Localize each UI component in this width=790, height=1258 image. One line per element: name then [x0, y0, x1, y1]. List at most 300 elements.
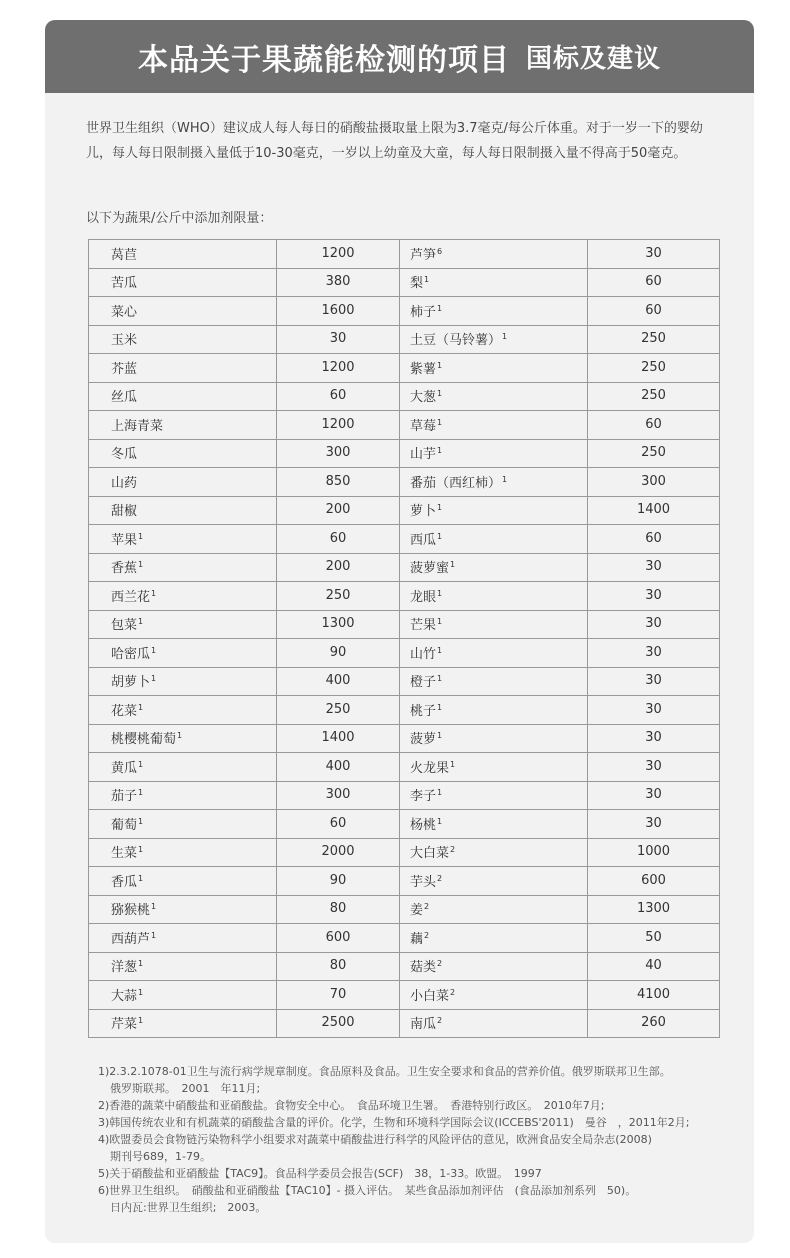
- item-limit: [588, 981, 720, 1010]
- item-name: [89, 439, 277, 468]
- footnote-marker: 1: [138, 959, 144, 969]
- table-row: [89, 895, 720, 924]
- item-name: [89, 867, 277, 896]
- item-limit-text: 250: [641, 359, 666, 375]
- item-limit-text: 300: [325, 787, 351, 803]
- item-name: [89, 838, 277, 867]
- item-name: [400, 297, 588, 326]
- item-limit: [277, 696, 400, 725]
- item-limit: [588, 240, 720, 269]
- footnote-marker: 2: [424, 902, 430, 912]
- footnote-marker: 2: [450, 845, 456, 855]
- table-row: [89, 667, 720, 696]
- footnote-marker: 1: [450, 560, 456, 570]
- item-limit-text: 30: [645, 644, 662, 660]
- item-name: [89, 553, 277, 582]
- reference-line: 2)香港的蔬菜中硝酸盐和亚硝酸盐。食物安全中心。 食品环境卫生署。 香港特别行政区。 2010年7月;: [98, 1099, 605, 1112]
- item-name-text: 菇类: [410, 960, 437, 976]
- item-name-text: 萝卜: [410, 504, 437, 520]
- item-limit-text: 1300: [636, 901, 671, 917]
- reference-line: 1)2.3.2.1078-01卫生与流行病学规章制度。食品原料及食品。卫生安全要求和食品的营养价值。俄罗斯联邦卫生部。: [98, 1065, 671, 1078]
- footnote-marker: 1: [437, 588, 443, 598]
- item-name-text: 小白菜: [410, 988, 450, 1004]
- item-name: [400, 268, 588, 297]
- item-name-text: 山竹: [410, 646, 437, 662]
- item-name-text: 杨桃: [410, 817, 437, 833]
- item-name: [400, 610, 588, 639]
- item-name-text: 火龙果: [410, 760, 450, 776]
- item-limit: [277, 297, 400, 326]
- item-limit-text: 60: [645, 302, 662, 318]
- item-limit-text: 90: [329, 644, 347, 660]
- item-limit: [277, 354, 400, 383]
- footnote-marker: 1: [138, 816, 144, 826]
- item-name: [400, 924, 588, 953]
- item-name: [400, 582, 588, 611]
- table-row: [89, 496, 720, 525]
- item-limit: [588, 439, 720, 468]
- footnote-marker: 1: [151, 902, 157, 912]
- item-limit-text: 90: [329, 872, 347, 888]
- item-limit: [588, 496, 720, 525]
- item-limit: [588, 867, 720, 896]
- footnote-marker: 1: [437, 731, 443, 741]
- item-name: [400, 810, 588, 839]
- item-limit-text: 300: [641, 473, 666, 489]
- table-row: [89, 781, 720, 810]
- item-name-text: 黄瓜: [111, 760, 138, 776]
- item-name-text: 丝瓜: [111, 390, 138, 406]
- item-name-text: 玉米: [111, 333, 138, 349]
- item-limit: [277, 582, 400, 611]
- footnote-marker: 1: [138, 873, 144, 883]
- item-limit: [588, 810, 720, 839]
- item-name: [89, 297, 277, 326]
- item-name: [89, 895, 277, 924]
- footnote-marker: 1: [437, 389, 443, 399]
- table-row: [89, 724, 720, 753]
- item-name: [400, 411, 588, 440]
- footnote-marker: 1: [437, 816, 443, 826]
- item-limit-text: 40: [645, 958, 662, 974]
- header-bar: [45, 20, 754, 93]
- item-limit-text: 60: [329, 388, 347, 404]
- item-name: [89, 268, 277, 297]
- footnote-marker: 1: [437, 303, 443, 313]
- page-title: 本品关于果蔬能检测的项目: [137, 42, 510, 78]
- item-name-text: 芦笋: [410, 247, 437, 263]
- item-limit-text: 30: [645, 730, 662, 746]
- item-limit-text: 60: [645, 416, 662, 432]
- table-row: [89, 753, 720, 782]
- item-name: [400, 439, 588, 468]
- table-row: [89, 810, 720, 839]
- item-limit-text: 1300: [321, 616, 355, 632]
- item-name: [89, 667, 277, 696]
- item-limit: [588, 639, 720, 668]
- item-limit: [277, 468, 400, 497]
- footnote-marker: 1: [151, 674, 157, 684]
- footnote-marker: 1: [138, 788, 144, 798]
- item-limit: [588, 838, 720, 867]
- item-name-text: 西瓜: [410, 532, 437, 548]
- item-limit-text: 1000: [636, 844, 671, 860]
- item-name: [400, 724, 588, 753]
- item-name-text: 胡萝卜: [111, 675, 151, 691]
- item-name-text: 姜: [410, 903, 424, 919]
- footnote-marker: 1: [138, 702, 144, 712]
- footnote-marker: 1: [138, 531, 144, 541]
- item-name: [400, 553, 588, 582]
- item-limit-text: 1200: [321, 359, 355, 375]
- item-name: [89, 924, 277, 953]
- limits-table: [88, 239, 720, 1038]
- item-name-text: 苹果: [111, 532, 138, 548]
- item-name: [89, 981, 277, 1010]
- item-limit-text: 400: [325, 673, 351, 689]
- item-name: [89, 582, 277, 611]
- item-limit: [277, 525, 400, 554]
- footnote-marker: 1: [437, 531, 443, 541]
- limits-table-body: [89, 240, 720, 1038]
- references: [98, 1063, 728, 1216]
- item-name-text: 土豆（马铃薯）: [410, 333, 502, 349]
- table-row: [89, 952, 720, 981]
- table-row: [89, 325, 720, 354]
- item-limit: [277, 496, 400, 525]
- table-row: [89, 297, 720, 326]
- footnote-marker: 2: [437, 959, 443, 969]
- item-name-text: 莴苣: [111, 247, 138, 263]
- item-limit: [588, 582, 720, 611]
- item-name-text: 菜心: [111, 304, 138, 320]
- item-name: [89, 468, 277, 497]
- item-limit: [588, 667, 720, 696]
- item-limit-text: 60: [645, 274, 662, 290]
- item-limit-text: 200: [325, 559, 351, 575]
- item-name: [89, 753, 277, 782]
- item-limit: [588, 553, 720, 582]
- footnote-marker: 2: [437, 1016, 443, 1026]
- item-name-text: 包菜: [111, 618, 138, 634]
- item-limit-text: 260: [641, 1015, 666, 1031]
- item-limit-text: 60: [329, 530, 347, 546]
- table-row: [89, 924, 720, 953]
- item-name: [89, 610, 277, 639]
- item-name: [89, 354, 277, 383]
- item-limit: [277, 382, 400, 411]
- footnote-marker: 1: [502, 332, 508, 342]
- table-title: 以下为蔬果/公斤中添加剂限量：: [86, 211, 273, 226]
- reference-line: 5)关于硝酸盐和亚硝酸盐【TAC9】。食品科学委员会报告(SCF) 38，1-33。欧盟。 1997: [98, 1167, 542, 1180]
- item-name-text: 橙子: [410, 675, 437, 691]
- item-limit: [588, 895, 720, 924]
- item-name: [89, 525, 277, 554]
- item-limit: [277, 667, 400, 696]
- footnote-marker: 2: [450, 987, 456, 997]
- reference-line-cont: 俄罗斯联邦。 2001 年11月;: [110, 1082, 261, 1095]
- table-row: [89, 525, 720, 554]
- item-limit: [277, 810, 400, 839]
- item-limit-text: 250: [641, 445, 666, 461]
- item-limit: [588, 781, 720, 810]
- item-limit: [588, 924, 720, 953]
- item-limit: [277, 610, 400, 639]
- item-limit-text: 250: [325, 587, 351, 603]
- item-name-text: 大蒜: [111, 988, 138, 1004]
- item-limit-text: 250: [325, 701, 351, 717]
- table-row: [89, 268, 720, 297]
- item-limit-text: 70: [329, 986, 347, 1002]
- item-limit-text: 300: [325, 445, 351, 461]
- table-row: [89, 240, 720, 269]
- item-limit: [277, 240, 400, 269]
- item-limit-text: 30: [645, 787, 662, 803]
- item-name: [89, 382, 277, 411]
- item-name: [400, 325, 588, 354]
- item-limit-text: 200: [325, 502, 351, 518]
- footnote-marker: 1: [177, 731, 183, 741]
- footnote-marker: 1: [437, 417, 443, 427]
- reference-line: 6)世界卫生组织。 硝酸盐和亚硝酸盐【TAC10】- 摄入评估。 某些食品添加剂评估 (食品添加剂系列 50)。: [98, 1184, 637, 1197]
- reference-line: 3)韩国传统农业和有机蔬菜的硝酸盐含量的评价。化学，生物和环境科学国际会议(ICCEBS'2011) 曼谷 ，2011年2月;: [98, 1116, 690, 1129]
- item-limit: [277, 325, 400, 354]
- reference-line-cont: 期刊号689，1-79。: [110, 1150, 211, 1163]
- item-limit: [277, 1009, 400, 1038]
- item-name-text: 藕: [410, 931, 424, 947]
- item-limit-text: 1400: [636, 502, 671, 518]
- item-limit: [588, 753, 720, 782]
- table-row: [89, 610, 720, 639]
- item-limit-text: 30: [645, 245, 662, 261]
- item-limit-text: 50: [645, 929, 662, 945]
- item-name-text: 芒果: [410, 618, 437, 634]
- item-limit-text: 60: [329, 815, 347, 831]
- item-name-text: 上海青菜: [111, 418, 164, 434]
- reference-line: 4)欧盟委员会食物链污染物科学小组要求对蔬菜中硝酸盐进行科学的风险评估的意见，欧洲食品安全局杂志(2008): [98, 1133, 652, 1146]
- item-limit: [277, 838, 400, 867]
- item-name: [400, 781, 588, 810]
- item-limit-text: 30: [645, 559, 662, 575]
- item-limit: [588, 268, 720, 297]
- item-name-text: 芋头: [410, 874, 437, 890]
- footnote-marker: 1: [437, 446, 443, 456]
- intro-paragraph: 世界卫生组织（WHO）建议成人每人每日的硝酸盐摄取量上限为3.7毫克/每公斤体重。对于一岁一下的婴幼儿，每人每日限制摄入量低于10-30毫克，一岁以上幼童及大童，每人每日限制摄入量不得高于50毫克。: [86, 121, 703, 161]
- item-name-text: 番茄（西红柿）: [410, 475, 502, 491]
- footnote-marker: 1: [502, 474, 508, 484]
- item-limit-text: 1200: [321, 416, 355, 432]
- item-limit: [277, 411, 400, 440]
- footnote-marker: 1: [437, 788, 443, 798]
- item-limit-text: 80: [329, 958, 347, 974]
- item-name-text: 洋葱: [111, 960, 138, 976]
- page-subtitle: 国标及建议: [525, 44, 661, 74]
- footnote-marker: 1: [424, 275, 430, 285]
- footnote-marker: 1: [437, 674, 443, 684]
- item-limit: [277, 268, 400, 297]
- item-name-text: 猕猴桃: [111, 903, 151, 919]
- item-limit: [588, 468, 720, 497]
- item-name: [400, 240, 588, 269]
- footnote-marker: 1: [450, 759, 456, 769]
- item-name-text: 生菜: [111, 846, 138, 862]
- table-row: [89, 981, 720, 1010]
- footnote-marker: 1: [138, 617, 144, 627]
- footnote-marker: 1: [151, 645, 157, 655]
- table-row: [89, 411, 720, 440]
- item-limit: [277, 639, 400, 668]
- item-limit: [588, 696, 720, 725]
- item-limit-text: 30: [645, 701, 662, 717]
- item-name: [400, 981, 588, 1010]
- item-name: [400, 525, 588, 554]
- item-name: [400, 639, 588, 668]
- item-name-text: 香瓜: [111, 874, 138, 890]
- item-limit: [588, 297, 720, 326]
- item-limit-text: 2000: [321, 844, 355, 860]
- item-limit: [588, 525, 720, 554]
- footnote-marker: 1: [437, 360, 443, 370]
- table-row: [89, 639, 720, 668]
- item-limit: [588, 610, 720, 639]
- item-limit-text: 30: [645, 673, 662, 689]
- footnote-marker: 1: [138, 560, 144, 570]
- item-limit: [277, 724, 400, 753]
- item-limit-text: 1400: [321, 730, 355, 746]
- table-row: [89, 382, 720, 411]
- item-name: [89, 1009, 277, 1038]
- item-name-text: 山芋: [410, 447, 437, 463]
- item-name: [400, 895, 588, 924]
- item-name: [400, 696, 588, 725]
- footnote-marker: 1: [437, 503, 443, 513]
- item-name-text: 香蕉: [111, 561, 138, 577]
- item-name: [89, 325, 277, 354]
- item-name-text: 花菜: [111, 703, 138, 719]
- table-row: [89, 696, 720, 725]
- item-name-text: 南瓜: [410, 1017, 437, 1033]
- item-limit: [588, 325, 720, 354]
- item-limit-text: 850: [325, 473, 351, 489]
- item-limit: [588, 1009, 720, 1038]
- item-name: [400, 952, 588, 981]
- item-name: [89, 696, 277, 725]
- reference-line-cont: 日内瓦:世界卫生组织; 2003。: [110, 1201, 267, 1214]
- table-row: [89, 867, 720, 896]
- table-row: [89, 354, 720, 383]
- item-name-text: 西葫芦: [111, 931, 151, 947]
- item-name: [400, 382, 588, 411]
- table-row: [89, 582, 720, 611]
- item-limit-text: 1200: [321, 245, 355, 261]
- item-limit: [277, 753, 400, 782]
- item-name-text: 草莓: [410, 418, 437, 434]
- footnote-marker: 1: [437, 702, 443, 712]
- item-limit: [277, 781, 400, 810]
- item-name-text: 西兰花: [111, 589, 151, 605]
- item-name-text: 桃子: [410, 703, 437, 719]
- item-name-text: 芥蓝: [111, 361, 138, 377]
- item-name: [400, 496, 588, 525]
- item-name-text: 葡萄: [111, 817, 138, 833]
- item-name-text: 苦瓜: [111, 276, 138, 292]
- item-limit-text: 250: [641, 331, 666, 347]
- item-limit: [588, 724, 720, 753]
- table-row: [89, 838, 720, 867]
- footnote-marker: 1: [138, 845, 144, 855]
- info-card: [45, 20, 754, 1243]
- item-name: [89, 810, 277, 839]
- item-name-text: 李子: [410, 789, 437, 805]
- footnote-marker: 6: [437, 246, 443, 256]
- item-name-text: 哈密瓜: [111, 646, 151, 662]
- item-name-text: 柿子: [410, 304, 437, 320]
- item-limit: [277, 981, 400, 1010]
- footnote-marker: 1: [138, 987, 144, 997]
- footnote-marker: 1: [437, 645, 443, 655]
- footnote-marker: 1: [138, 759, 144, 769]
- item-name-text: 菠萝: [410, 732, 437, 748]
- item-limit-text: 60: [645, 530, 662, 546]
- item-name: [89, 781, 277, 810]
- item-name-text: 茄子: [111, 789, 138, 805]
- item-limit-text: 4100: [636, 986, 671, 1002]
- item-name: [400, 867, 588, 896]
- item-limit-text: 30: [645, 587, 662, 603]
- item-limit: [277, 952, 400, 981]
- item-limit: [588, 382, 720, 411]
- footnote-marker: 1: [151, 930, 157, 940]
- item-limit-text: 30: [645, 758, 662, 774]
- item-name-text: 冬瓜: [111, 447, 138, 463]
- item-limit: [277, 924, 400, 953]
- item-name-text: 甜椒: [111, 504, 138, 520]
- item-name-text: 桃樱桃葡萄: [111, 732, 177, 748]
- item-name-text: 龙眼: [410, 589, 437, 605]
- item-name: [89, 639, 277, 668]
- item-name: [400, 667, 588, 696]
- item-limit-text: 1600: [321, 302, 355, 318]
- item-name-text: 菠萝蜜: [410, 561, 450, 577]
- item-limit-text: 380: [325, 274, 351, 290]
- item-limit-text: 30: [645, 815, 662, 831]
- item-limit: [588, 354, 720, 383]
- item-limit-text: 2500: [321, 1015, 355, 1031]
- item-name-text: 大白菜: [410, 846, 450, 862]
- item-name-text: 芹菜: [111, 1017, 138, 1033]
- table-row: [89, 468, 720, 497]
- item-limit-text: 600: [641, 872, 666, 888]
- item-name: [89, 952, 277, 981]
- item-name: [89, 411, 277, 440]
- item-limit: [277, 895, 400, 924]
- item-name: [400, 354, 588, 383]
- footnote-marker: 1: [138, 1016, 144, 1026]
- footnote-marker: 1: [437, 617, 443, 627]
- item-limit-text: 80: [329, 901, 347, 917]
- footnote-marker: 2: [437, 873, 443, 883]
- item-limit: [588, 952, 720, 981]
- item-name-text: 梨: [410, 276, 424, 292]
- item-limit: [277, 867, 400, 896]
- table-row: [89, 1009, 720, 1038]
- item-name-text: 紫薯: [410, 361, 437, 377]
- table-row: [89, 553, 720, 582]
- item-name: [89, 496, 277, 525]
- item-name-text: 山药: [111, 475, 138, 491]
- item-limit-text: 30: [329, 331, 347, 347]
- item-limit-text: 600: [325, 929, 351, 945]
